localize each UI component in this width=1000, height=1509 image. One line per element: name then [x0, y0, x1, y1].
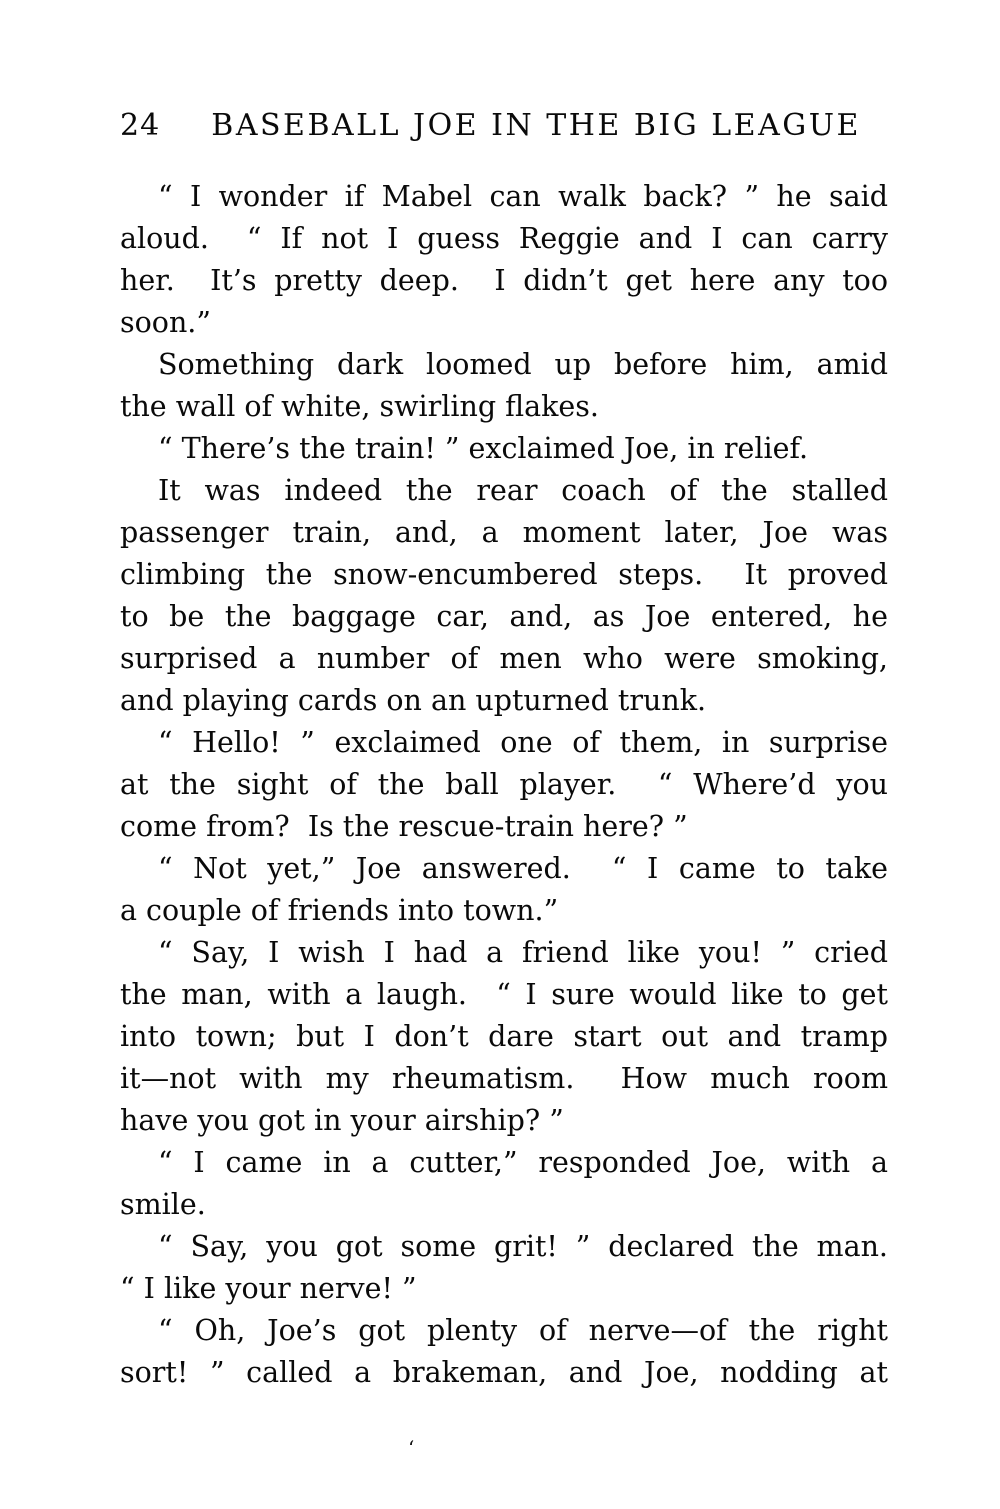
text-line: Something dark loomed up before him, amid	[158, 348, 888, 381]
text-line: sort! ” called a brakeman, and Joe, nodding at	[120, 1356, 888, 1389]
text-line: smile.	[120, 1188, 206, 1221]
text-line: “ I came in a cutter,” responded Joe, with a	[158, 1146, 888, 1179]
print-artifact-mark: ‘	[408, 1436, 415, 1460]
text-line: her. It’s pretty deep. I didn’t get here any too	[120, 264, 888, 297]
text-line: at the sight of the ball player. “ Where’d you	[120, 768, 888, 801]
text-line: “ I wonder if Mabel can walk back? ” he said	[158, 180, 888, 213]
text-line: come from? Is the rescue-train here? ”	[120, 810, 688, 843]
text-line: the wall of white, swirling flakes.	[120, 390, 599, 423]
text-line: into town; but I don’t dare start out and tramp	[120, 1020, 888, 1053]
text-line: “ Not yet,” Joe answered. “ I came to take	[158, 852, 888, 885]
running-header	[120, 108, 888, 144]
text-line: “ Say, you got some grit! ” declared the man.	[158, 1230, 888, 1263]
text-line: have you got in your airship? ”	[120, 1104, 564, 1137]
text-line: the man, with a laugh. “ I sure would like to get	[120, 978, 888, 1011]
text-line: It was indeed the rear coach of the stalled	[158, 474, 888, 507]
text-line: “ Hello! ” exclaimed one of them, in surprise	[158, 726, 888, 759]
text-line: “ There’s the train! ” exclaimed Joe, in relief.	[158, 432, 809, 465]
page-number: 24	[120, 108, 161, 143]
text-line: a couple of friends into town.”	[120, 894, 559, 927]
text-line: surprised a number of men who were smoking,	[120, 642, 888, 675]
text-line: “ Oh, Joe’s got plenty of nerve—of the right	[158, 1314, 888, 1347]
text-line: and playing cards on an upturned trunk.	[120, 684, 707, 717]
page-body	[120, 176, 888, 1394]
text-line: “ Say, I wish I had a friend like you! ” cried	[158, 936, 888, 969]
text-line: soon.”	[120, 306, 211, 339]
text-line: aloud. “ If not I guess Reggie and I can carry	[120, 222, 888, 255]
header-title: BASEBALL JOE IN THE BIG LEAGUE	[211, 108, 861, 143]
text-line: it—not with my rheumatism. How much room	[120, 1062, 888, 1095]
text-line: climbing the snow-encumbered steps. It proved	[120, 558, 888, 591]
text-line: to be the baggage car, and, as Joe entered, he	[120, 600, 888, 633]
text-line: passenger train, and, a moment later, Joe was	[120, 516, 888, 549]
text-line: “ I like your nerve! ”	[120, 1272, 417, 1305]
